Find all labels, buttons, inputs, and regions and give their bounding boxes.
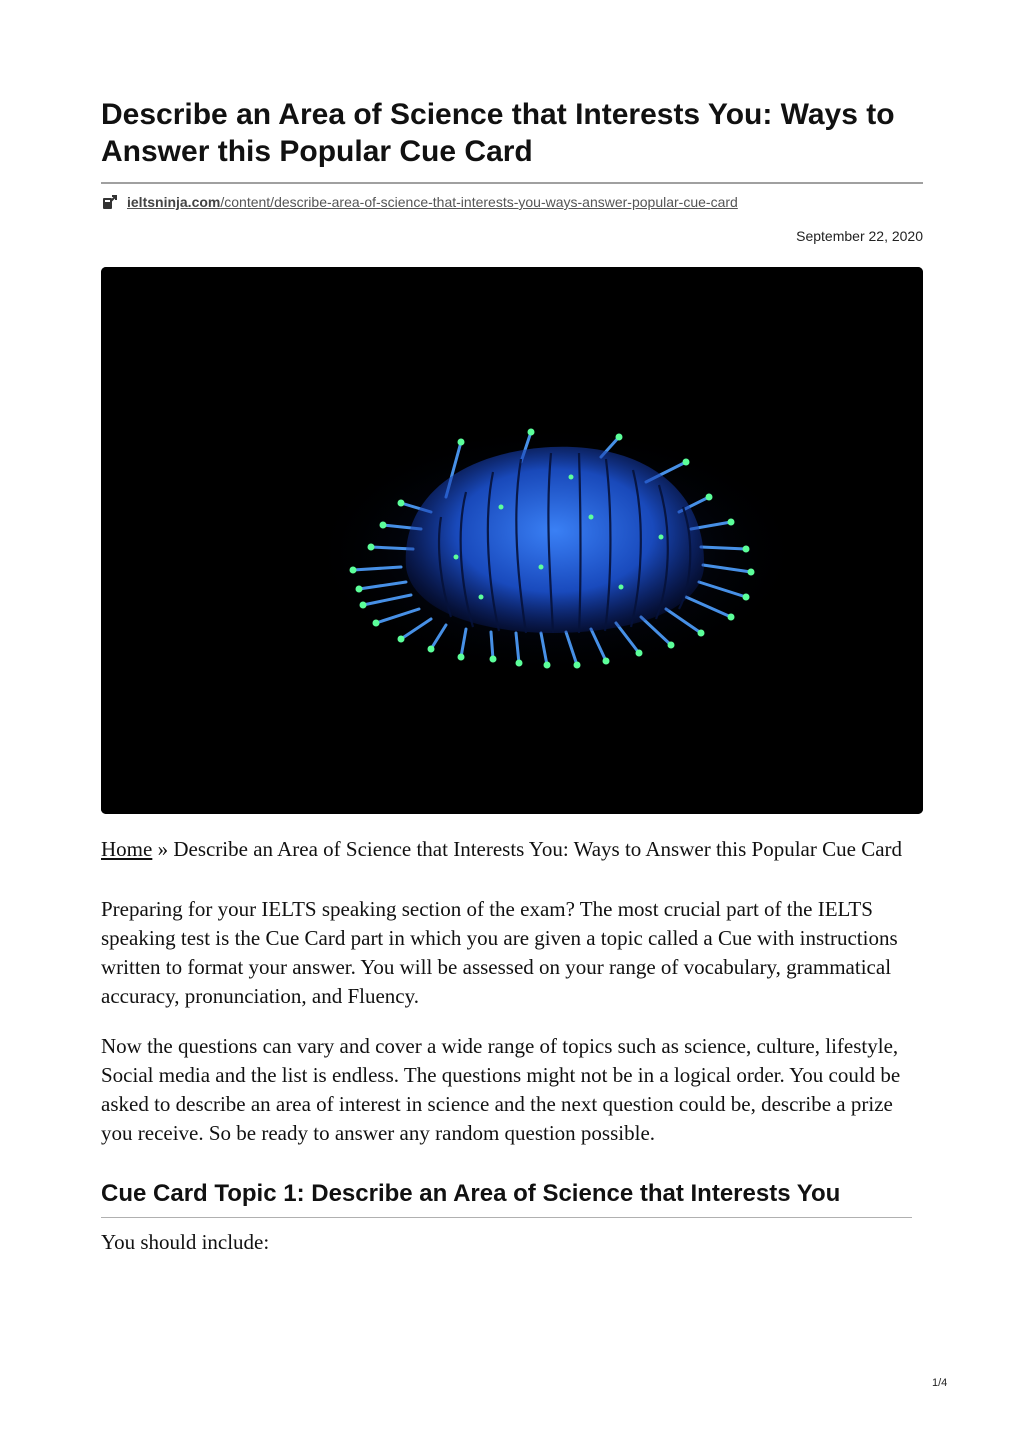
source-domain: ieltsninja.com: [127, 194, 221, 210]
article-title: Describe an Area of Science that Interests You: Ways to Answer this Popular Cue Card: [101, 98, 895, 168]
source-path: /content/describe-area-of-science-that-interests-you-ways-answer-popular-cue-card: [220, 194, 738, 210]
source-url-link[interactable]: [127, 194, 738, 210]
breadcrumb-current: Describe an Area of Science that Interests You: Ways to Answer this Popular Cue Card: [173, 837, 903, 861]
breadcrumb: [101, 835, 923, 864]
breadcrumb-separator: »: [152, 837, 174, 861]
include-label: You should include:: [101, 1230, 270, 1254]
glowing-jellyfish-image: [101, 267, 923, 814]
questions-paragraph: Now the questions can vary and cover a wide range of topics such as science, culture, lifestyle, Social media and the list is endless. The questions might not be in a logical order. You could be asked to describe an area of interest in science and the next question could be, describe a prize you receive. So be ready to answer any random question possible.: [101, 1034, 901, 1145]
title-divider: [101, 182, 923, 184]
breadcrumb-home-link[interactable]: Home: [101, 837, 153, 861]
section-heading: Cue Card Topic 1: Describe an Area of Science that Interests You: [101, 1180, 841, 1207]
page-number: 1/4: [932, 1377, 948, 1389]
publish-date: September 22, 2020: [796, 228, 923, 244]
clip-link-icon: [101, 193, 119, 211]
article-page: [101, 96, 923, 1257]
intro-paragraph: Preparing for your IELTS speaking section of the exam? The most crucial part of the IELTS speaking test is the Cue Card part in which you are given a topic called a Cue with instructions written to format your answer. You will be assessed on your range of vocabulary, grammatical accuracy, pronunciation, and Fluency.: [101, 897, 898, 1008]
section-divider: [101, 1217, 912, 1218]
source-row: [101, 193, 923, 211]
